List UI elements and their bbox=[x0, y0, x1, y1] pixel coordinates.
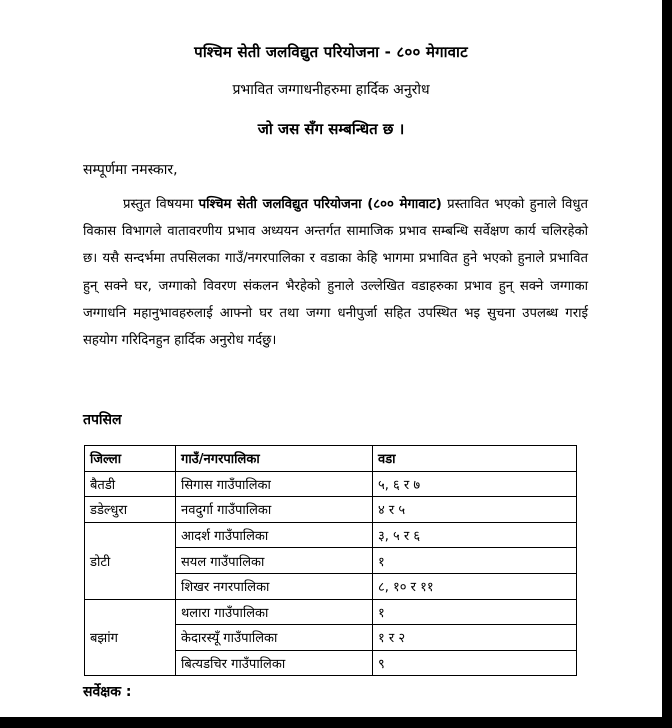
ward-cell: १ र २ bbox=[373, 625, 577, 651]
municipality-cell: केदारस्यूँ गाउँपालिका bbox=[176, 625, 373, 651]
project-title: पश्चिम सेती जलविद्युत परियोजना - ८०० मेगावाट bbox=[194, 43, 468, 61]
municipality-cell: थलारा गाउँपालिका bbox=[176, 599, 373, 625]
project-name-bold: पश्चिम सेती जलविद्युत परियोजना (८०० मेगावाट) bbox=[198, 197, 442, 212]
municipality-cell: आदर्श गाउँपालिका bbox=[176, 522, 373, 548]
table-row bbox=[85, 471, 577, 497]
table-row bbox=[85, 522, 577, 548]
municipality-cell: नवदुर्गा गाउँपालिका bbox=[176, 497, 373, 523]
ward-cell: ३, ५ र ६ bbox=[373, 522, 577, 548]
ward-cell: १ bbox=[373, 599, 577, 625]
body-paragraph bbox=[83, 191, 588, 354]
header-municipality: गाउँ/नगरपालिका bbox=[176, 446, 373, 472]
ward-cell: ८, १० र ११ bbox=[373, 573, 577, 599]
para-text-before: प्रस्तुत विषयमा bbox=[123, 197, 199, 212]
greeting: सम्पूर्णमा नमस्कार, bbox=[83, 162, 178, 178]
ward-cell: १ bbox=[373, 548, 577, 574]
district-cell: बझांग bbox=[85, 599, 176, 676]
table-header-row bbox=[85, 446, 577, 472]
affected-area-table bbox=[84, 445, 577, 676]
district-cell: डोटी bbox=[85, 522, 176, 599]
table-row bbox=[85, 599, 577, 625]
district-cell: बैतडी bbox=[85, 471, 176, 497]
table-row bbox=[85, 497, 577, 523]
ward-cell: ५, ६ र ७ bbox=[373, 471, 577, 497]
district-cell: डडेल्धुरा bbox=[85, 497, 176, 523]
request-subtitle: प्रभावित जग्गाधनीहरुमा हार्दिक अनुरोध bbox=[232, 82, 430, 98]
header-ward: वडा bbox=[373, 446, 577, 472]
ward-cell: ४ र ५ bbox=[373, 497, 577, 523]
ward-cell: ९ bbox=[373, 650, 577, 676]
municipality-cell: शिखर नगरपालिका bbox=[176, 573, 373, 599]
concern-line: जो जस सँग सम्बन्धित छ । bbox=[257, 120, 405, 138]
surveyor-label: सर्वेक्षक : bbox=[83, 684, 132, 700]
tapasil-heading: तपसिल bbox=[83, 412, 122, 428]
municipality-cell: सिगास गाउँपालिका bbox=[176, 471, 373, 497]
municipality-cell: बित्यडचिर गाउँपालिका bbox=[176, 650, 373, 676]
para-text-after: प्रस्तावित भएको हुनाले विधुत विकास विभागले वातावरणीय प्रभाव अध्ययन अन्तर्गत सामाजिक प्रभाव सम्बन्धि सर्वेक्षण कार्य चलिरहेको छ। यसै सन्दर्भमा तपसिलका गाउँ/नगरपालिका र वडाका केहि भागमा प्रभावित हुने भएको हुनाले प्रभावित हुन् सक्ने घर, जग्गाको विवरण संकलन भैरहेको हुनाले उल्लेखित वडाहरुका प्रभाव हुन् सक्ने जग्गाका जग्गाधनि महानुभावहरुलाई आफ्नो घर तथा जग्गा धनीपुर्जा सहित उपस्थित भइ सुचना उपलब्ध गराई सहयोग गरिदिनहुन हार्दिक अनुरोध गर्दछु। bbox=[83, 197, 588, 349]
municipality-cell: सयल गाउँपालिका bbox=[176, 548, 373, 574]
header-district: जिल्ला bbox=[85, 446, 176, 472]
